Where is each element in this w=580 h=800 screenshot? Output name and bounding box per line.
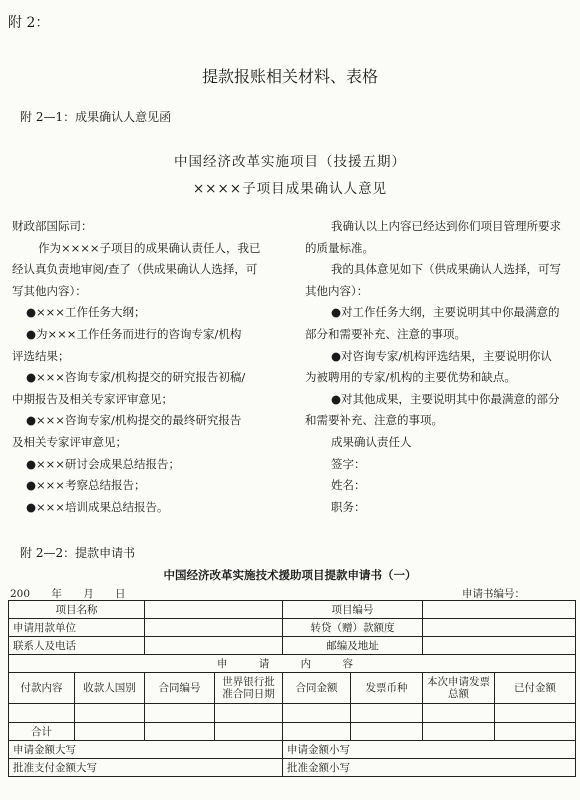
column-header: 发票币种 bbox=[351, 673, 423, 704]
column-header: 付款内容 bbox=[9, 673, 75, 704]
body-line: 作为××××子项目的成果确认责任人，我已 bbox=[38, 240, 261, 255]
body-line: 我的具体意见如下（供成果确认人选择，可写 bbox=[331, 262, 561, 277]
applicant-unit-value[interactable] bbox=[145, 619, 283, 637]
table-cell[interactable] bbox=[215, 723, 283, 741]
form-title: 中国经济改革实施技术援助项目提款申请书（一） bbox=[163, 568, 417, 582]
application-number-label: 申请书编号： bbox=[462, 588, 525, 600]
apply-amount-words-field[interactable]: 申请金额大写 bbox=[9, 741, 283, 759]
table-cell[interactable] bbox=[351, 723, 423, 741]
address-label: 邮编及地址 bbox=[283, 637, 423, 655]
signature-label: 签字： bbox=[331, 456, 366, 471]
total-row bbox=[9, 723, 576, 741]
form-date: 200 年 月 日 bbox=[10, 588, 126, 600]
body-line: 为被聘用的专家/机构的主要优势和缺点。 bbox=[305, 370, 516, 385]
section-heading-2-1: 附 2—1：成果确认人意见函 bbox=[20, 110, 172, 124]
column-header: 世界银行批准合同日期 bbox=[215, 673, 283, 704]
column-header: 本次申请发票总额 bbox=[423, 673, 495, 704]
column-header: 收款人国别 bbox=[75, 673, 145, 704]
body-line: 部分和需要补充、注意的事项。 bbox=[305, 326, 466, 341]
certificate-title: 中国经济改革实施项目（技援五期） bbox=[174, 154, 406, 170]
contact-label: 联系人及电话 bbox=[9, 637, 145, 655]
table-cell[interactable] bbox=[495, 723, 576, 741]
project-no-label: 项目编号 bbox=[283, 601, 423, 619]
certificate-left-column bbox=[12, 216, 287, 518]
body-line: 评选结果； bbox=[12, 348, 70, 363]
name-label: 姓名： bbox=[331, 478, 366, 493]
table-row bbox=[9, 741, 576, 759]
body-line: 的质量标准。 bbox=[305, 240, 374, 255]
apply-amount-figures-field[interactable]: 申请金额小写 bbox=[283, 741, 576, 759]
body-line: 其他内容）： bbox=[305, 283, 369, 298]
contact-value[interactable] bbox=[145, 637, 283, 655]
bullet-item: ●×××培训成果总结报告。 bbox=[26, 499, 169, 514]
table-cell[interactable] bbox=[9, 704, 75, 723]
table-row bbox=[9, 601, 576, 619]
total-label: 合计 bbox=[9, 723, 75, 741]
table-cell[interactable] bbox=[495, 704, 576, 723]
bullet-item: ●对其他成果，主要说明其中你最满意的部分 bbox=[331, 391, 560, 406]
table-cell[interactable] bbox=[145, 704, 215, 723]
approved-amount-words-field[interactable]: 批准支付金额大写 bbox=[9, 759, 283, 777]
certificate-subtitle: ××××子项目成果确认人意见 bbox=[192, 181, 388, 197]
project-no-value[interactable] bbox=[423, 601, 576, 619]
section-heading-2-2: 附 2—2：提款申请书 bbox=[20, 546, 136, 560]
body-line: 我确认以上内容已经达到你们项目管理所要求 bbox=[331, 219, 561, 233]
column-header: 合同金额 bbox=[283, 673, 351, 704]
applicant-unit-label: 申请用款单位 bbox=[9, 619, 145, 637]
appendix-label: 附 2： bbox=[8, 15, 50, 31]
bullet-item: ●对工作任务大纲，主要说明其中你最满意的 bbox=[331, 305, 560, 320]
position-label: 职务： bbox=[331, 499, 366, 514]
bullet-item: ●×××考察总结报告； bbox=[26, 478, 146, 493]
signer-label: 成果确认责任人 bbox=[331, 434, 412, 449]
column-header: 合同编号 bbox=[145, 673, 215, 704]
withdrawal-application-table bbox=[8, 600, 576, 777]
table-cell[interactable] bbox=[145, 723, 215, 741]
body-line: 及相关专家评审意见； bbox=[12, 434, 127, 449]
bullet-item: ●×××咨询专家/机构提交的最终研究报告 bbox=[26, 413, 242, 428]
table-cell[interactable] bbox=[283, 723, 351, 741]
loan-grant-value[interactable] bbox=[423, 619, 576, 637]
table-row bbox=[9, 619, 576, 637]
project-name-value[interactable] bbox=[145, 601, 283, 619]
body-line: 和需要补充、注意的事项。 bbox=[305, 413, 443, 428]
table-cell[interactable] bbox=[75, 704, 145, 723]
table-row bbox=[9, 704, 576, 723]
table-row bbox=[9, 655, 576, 673]
table-cell[interactable] bbox=[423, 704, 495, 723]
bullet-item: ●×××工作任务大纲； bbox=[26, 305, 146, 320]
body-line: 写其他内容）： bbox=[12, 283, 87, 298]
project-name-label: 项目名称 bbox=[9, 601, 145, 619]
address-value[interactable] bbox=[423, 637, 576, 655]
certificate-right-column bbox=[305, 216, 575, 518]
table-cell[interactable] bbox=[215, 704, 283, 723]
table-cell[interactable] bbox=[351, 704, 423, 723]
column-header-row bbox=[9, 673, 576, 704]
bullet-item: ●×××咨询专家/机构提交的研究报告初稿/ bbox=[26, 370, 246, 385]
table-cell[interactable] bbox=[423, 723, 495, 741]
table-cell[interactable] bbox=[283, 704, 351, 723]
body-line: 经认真负责地审阅/查了（供成果确认人选择，可 bbox=[12, 262, 258, 277]
bullet-item: ●为×××工作任务而进行的咨询专家/机构 bbox=[26, 326, 242, 341]
body-line: 中期报告及相关专家评审意见； bbox=[12, 391, 173, 406]
application-content-header: 申 请 内 容 bbox=[9, 655, 576, 673]
bullet-item: ●×××研讨会成果总结报告； bbox=[26, 456, 180, 471]
table-row bbox=[9, 759, 576, 777]
table-row bbox=[9, 637, 576, 655]
bullet-item: ●对咨询专家/机构评选结果，主要说明你认 bbox=[331, 348, 552, 363]
addressee: 财政部国际司： bbox=[12, 219, 93, 233]
approved-amount-figures-field[interactable]: 批准金额小写 bbox=[283, 759, 576, 777]
loan-grant-label: 转贷（赠）款额度 bbox=[283, 619, 423, 637]
table-cell[interactable] bbox=[75, 723, 145, 741]
column-header: 已付金额 bbox=[495, 673, 576, 704]
page-title: 提款报账相关材料、表格 bbox=[201, 67, 378, 86]
